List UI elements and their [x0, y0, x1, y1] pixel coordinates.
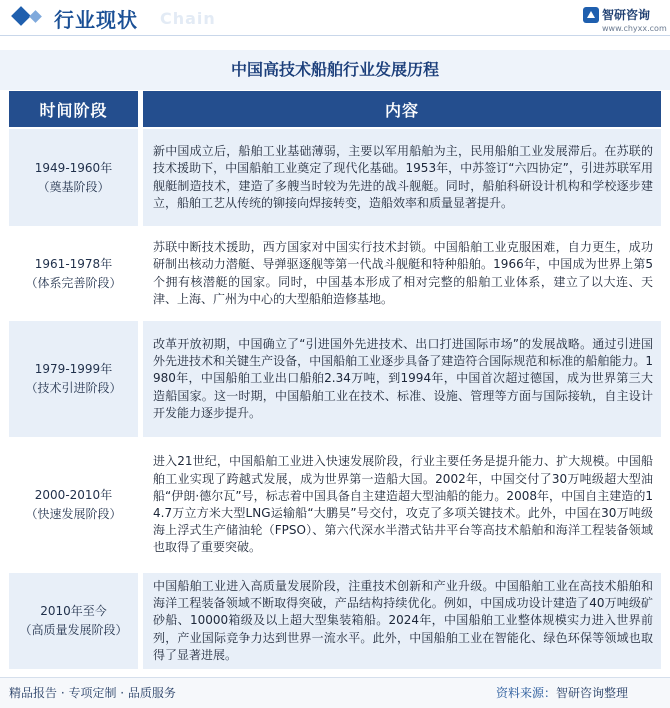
period-cell — [9, 573, 138, 669]
brand-url: www.chyxx.com — [602, 24, 667, 33]
period-cell — [9, 440, 138, 570]
source-value: 智研咨询整理 — [556, 686, 629, 700]
period-years: 2000-2010年 — [34, 488, 113, 502]
section-header — [0, 0, 670, 36]
period-cell — [9, 229, 138, 318]
brand-logo-icon — [582, 6, 600, 24]
period-stage: （奠基阶段） — [37, 179, 110, 194]
table-row — [9, 573, 661, 669]
content-cell: 进入21世纪，中国船舶工业进入快速发展阶段，行业主要任务是提升能力、扩大规模。中国船舶工业实现了跨越式发展，成为世界第一造船大国。2002年，中国交付了30万吨级超大型油船“伊朗·德尔瓦”号，标志着中国具备自主建造超大型油船的能力。2008年，中国自主建造的14.7万立方米大型LNG运输船“大鹏昊”号交付，攻克了多项关键技术。此外，中国在30万吨级海上浮式生产储油轮（FPSO）、第六代深水半潜式钻井平台等高技术船舶和海洋工程装备领域也取得了重要突破。 — [143, 440, 661, 570]
table-header — [9, 91, 661, 127]
content-cell: 改革开放初期，中国确立了“引进国外先进技术、出口打进国际市场”的发展战略。通过引进国外先进技术和关键生产设备，中国船舶工业逐步具备了建造符合国际规范和标准的船舶能力。1980年，中国船舶工业出口船舶2.34万吨，到1994年，中国首次超过德国，成为世界第三大造船国家。这一时期，中国船舶工业在技术、标准、设施、管理等方面与国际接轨，自主设计开发能力逐步提升。 — [143, 321, 661, 437]
table-row — [9, 440, 661, 570]
table-row — [9, 129, 661, 226]
content-cell: 苏联中断技术援助，西方国家对中国实行技术封锁。中国船舶工业克服困难，自力更生，成功研制出核动力潜艇、导弹驱逐舰等第一代战斗舰艇和特种船舶。1966年，中国成为世界上第5个拥有核潜艇的国家。同时，中国基本形成了相对完整的船舶工业体系，建立了以大连、天津、上海、广州为中心的大型船舶造修基地。 — [143, 229, 661, 318]
column-header-period: 时间阶段 — [9, 91, 138, 127]
section-title: 行业现状 — [54, 8, 138, 32]
period-stage: （体系完善阶段） — [25, 275, 122, 290]
period-stage: （技术引进阶段） — [25, 381, 122, 395]
content-cell: 新中国成立后，船舶工业基础薄弱，主要以军用船舶为主，民用船舶工业发展滞后。在苏联的技术援助下，中国船舶工业奠定了现代化基础。1953年，中苏签订“六四协定”，引进苏联军用舰艇制造技术，建造了多艘当时较为先进的战斗舰艇。同时，船舶科研设计机构和学校逐步建立，船舶工艺从传统的铆接向焊接转变，造船效率和质量显著提升。 — [143, 129, 661, 226]
brand-logo-block — [582, 4, 668, 34]
period-years: 1949-1960年 — [34, 160, 113, 175]
table-row — [9, 321, 661, 437]
period-years: 1961-1978年 — [34, 256, 113, 271]
header-watermark: Chain — [160, 9, 216, 28]
period-cell — [9, 321, 138, 437]
content-cell: 中国船舶工业进入高质量发展阶段，注重技术创新和产业升级。中国船舶工业在高技术船舶和海洋工程装备领域不断取得突破，产品结构持续优化。例如，中国成功设计建造了40万吨级矿砂船、10000箱级及以上超大型集装箱船。2024年，中国船舶工业整体规模实力进入世界前列，产业国际竞争力达到世界一流水平。此外，中国船舶工业在智能化、绿色环保等领域也取得了显著进展。 — [143, 573, 661, 669]
period-stage: （快速发展阶段） — [25, 507, 122, 521]
period-years: 2010年至今 — [40, 604, 107, 618]
footer-tagline: 精品报告 · 专项定制 · 品质服务 — [9, 686, 176, 700]
source-label: 资料来源： — [496, 686, 557, 700]
table-row — [9, 229, 661, 318]
brand-name: 智研咨询 — [602, 8, 651, 22]
table-title: 中国高技术船舶行业发展历程 — [0, 50, 670, 90]
period-years: 1979-1999年 — [34, 362, 113, 376]
header-divider — [0, 35, 670, 36]
period-stage: （高质量发展阶段） — [19, 623, 128, 637]
column-header-content: 内容 — [143, 91, 661, 127]
footer-source — [496, 684, 628, 701]
period-cell — [9, 129, 138, 226]
diamond-small-icon — [29, 10, 42, 23]
